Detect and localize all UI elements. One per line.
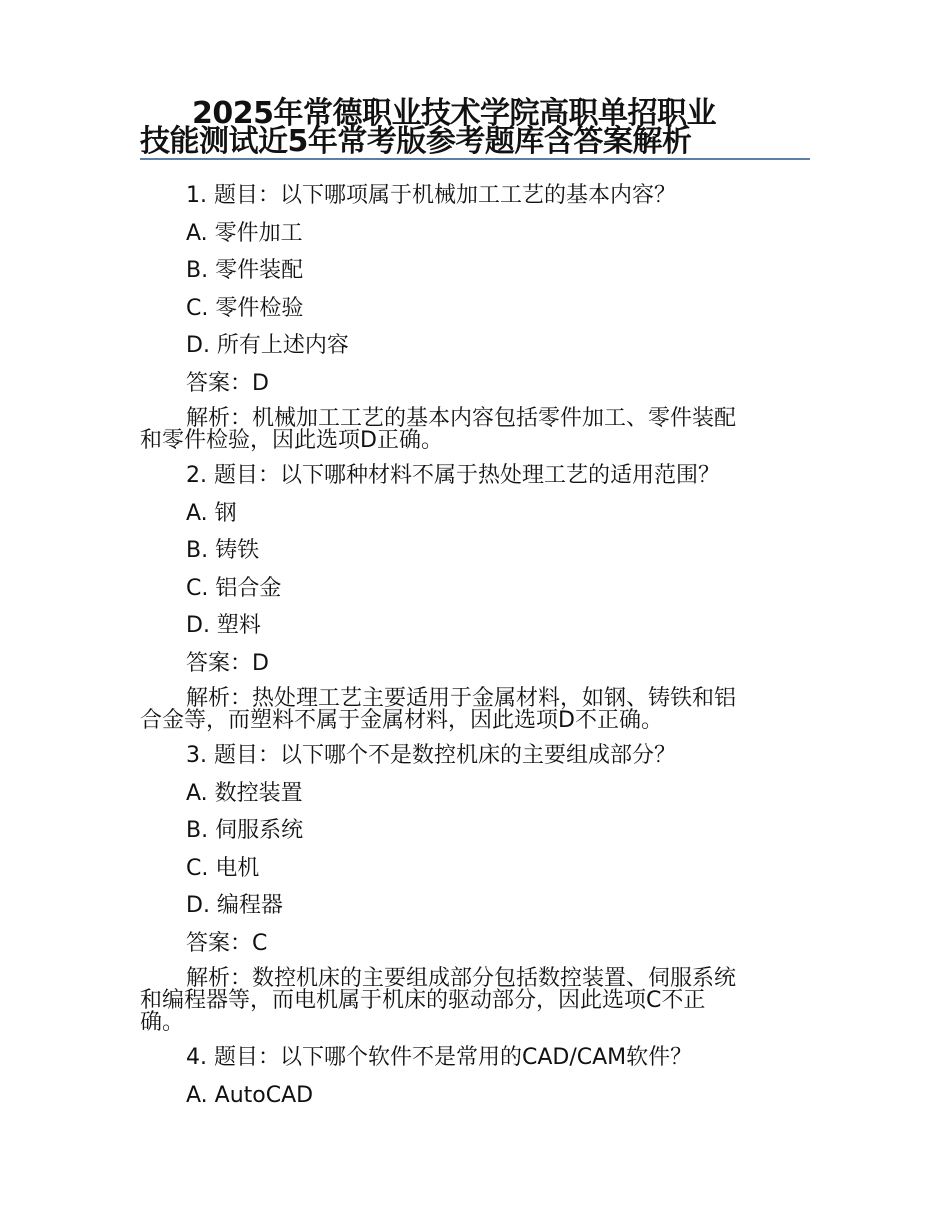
- analysis: [140, 682, 812, 732]
- option: A. 零件加工: [186, 220, 303, 246]
- document-title: [140, 96, 810, 160]
- option: B. 零件装配: [186, 258, 304, 283]
- option: B. 伺服系统: [186, 818, 304, 843]
- option: C. 电机: [186, 855, 260, 881]
- question-text: 2. 题目：以下哪种材料不属于热处理工艺的适用范围？: [186, 463, 720, 488]
- option: A. 钢: [186, 500, 237, 526]
- analysis-line: 解析：数控机床的主要组成部分包括数控装置、伺服系统: [186, 966, 737, 991]
- analysis-line: 合金等，而塑料不属于金属材料，因此选项D不正确。: [140, 708, 663, 733]
- question-block: [140, 1039, 812, 1114]
- analysis-line: 确。: [140, 1010, 185, 1035]
- option: C. 零件检验: [186, 295, 304, 321]
- option: D. 所有上述内容: [186, 333, 349, 358]
- analysis-line: 和零件检验，因此选项D正确。: [140, 428, 443, 453]
- option: C. 铝合金: [186, 575, 282, 601]
- analysis-line: 解析：热处理工艺主要适用于金属材料，如钢、铸铁和铝: [186, 686, 737, 711]
- question-block: [140, 737, 812, 1034]
- option: A. AutoCAD: [186, 1082, 314, 1108]
- option: B. 铸铁: [186, 538, 260, 563]
- option: D. 编程器: [186, 893, 283, 918]
- question-block: [140, 457, 812, 732]
- title-line-1: 2025年常德职业技术学院高职单招职业: [192, 96, 716, 131]
- title-line-2: 技能测试近5年常考版参考题库含答案解析: [140, 124, 692, 159]
- analysis-line: 解析：机械加工工艺的基本内容包括零件加工、零件装配: [186, 406, 737, 431]
- analysis: [140, 962, 812, 1034]
- question-text: 3. 题目：以下哪个不是数控机床的主要组成部分？: [186, 743, 676, 768]
- analysis-line: 和编程器等，而电机属于机床的驱动部分，因此选项C不正: [140, 988, 706, 1013]
- option: A. 数控装置: [186, 780, 303, 806]
- answer: 答案：C: [186, 930, 268, 956]
- question-block: [140, 177, 812, 452]
- question-text: 1. 题目：以下哪项属于机械加工工艺的基本内容？: [186, 183, 676, 208]
- answer: 答案：D: [186, 650, 269, 676]
- question-list: [140, 177, 812, 1114]
- question-text: 4. 题目：以下哪个软件不是常用的CAD/CAM软件？: [186, 1045, 693, 1070]
- analysis: [140, 402, 812, 452]
- option: D. 塑料: [186, 613, 261, 638]
- answer: 答案：D: [186, 370, 269, 396]
